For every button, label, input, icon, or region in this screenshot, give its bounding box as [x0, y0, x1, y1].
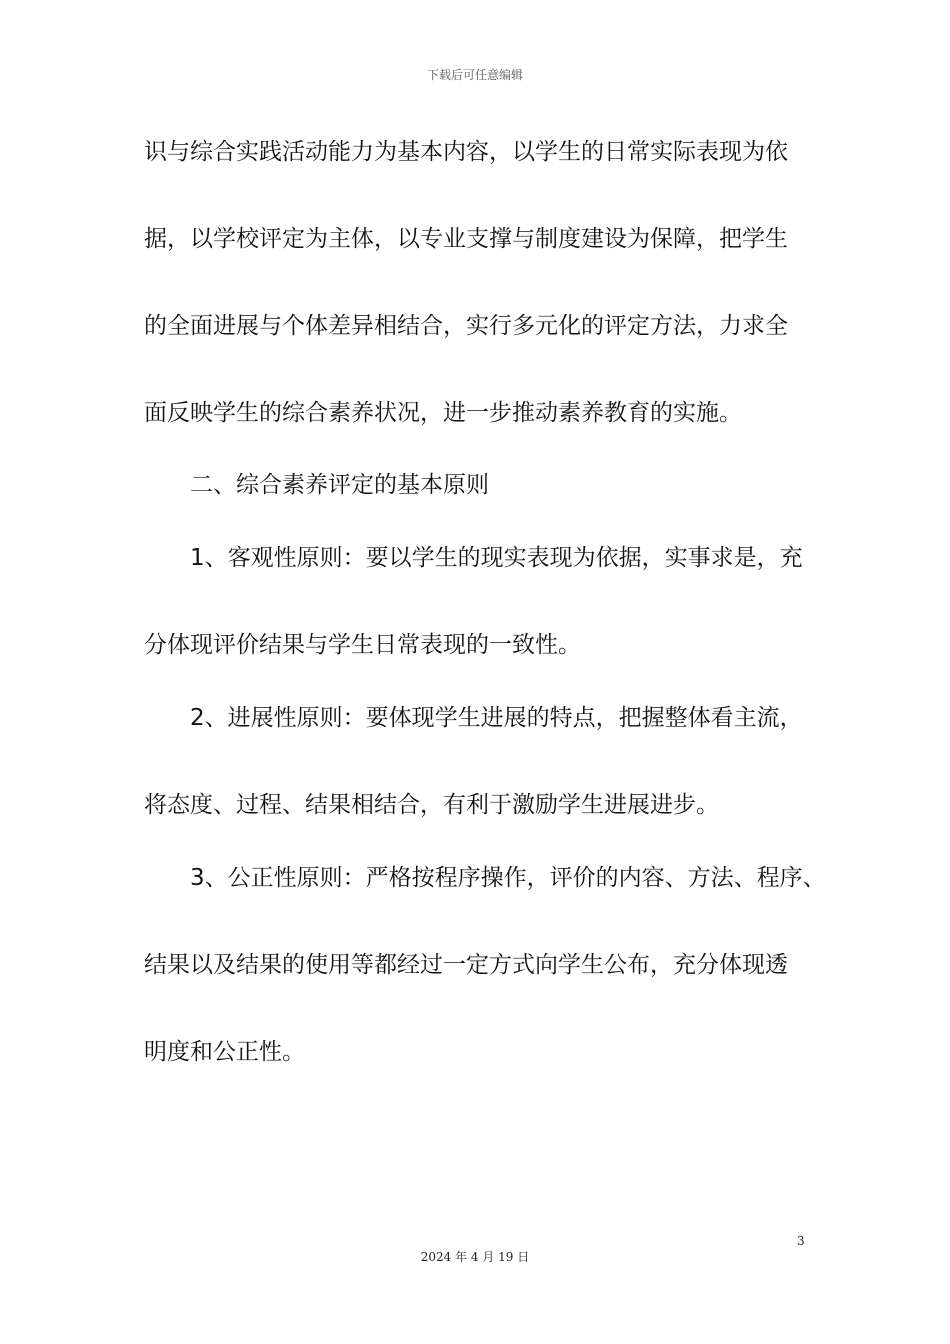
principle-2-line-1: 2、进展性原则：要体现学生进展的特点，把握整体看主流，	[190, 705, 803, 731]
principle-3-line-2: 结果以及结果的使用等都经过一定方式向学生公布，充分体现透	[144, 952, 788, 978]
principle-1-line-2: 分体现评价结果与学生日常表现的一致性。	[144, 632, 581, 658]
principle-1-line-1: 1、客观性原则：要以学生的现实表现为依据，实事求是，充	[190, 545, 803, 571]
body-line-3: 的全面进展与个体差异相结合，实行多元化的评定方法，力求全	[144, 313, 788, 339]
principle-3-line-1: 3、公正性原则：严格按程序操作，评价的内容、方法、程序、	[190, 865, 826, 891]
body-line-2: 据，以学校评定为主体，以专业支撑与制度建设为保障，把学生	[144, 226, 788, 252]
page-number: 3	[797, 1234, 805, 1248]
principle-2-line-2: 将态度、过程、结果相结合，有利于激励学生进展进步。	[144, 792, 719, 818]
section-heading: 二、综合素养评定的基本原则	[190, 472, 489, 498]
footer-date: 2024 年 4 月 19 日	[420, 1250, 530, 1264]
body-line-1: 识与综合实践活动能力为基本内容，以学生的日常实际表现为依	[144, 139, 788, 165]
body-line-4: 面反映学生的综合素养状况，进一步推动素养教育的实施。	[144, 400, 742, 426]
principle-3-line-3: 明度和公正性。	[144, 1039, 305, 1065]
page-header: 下载后可任意编辑	[426, 68, 523, 82]
